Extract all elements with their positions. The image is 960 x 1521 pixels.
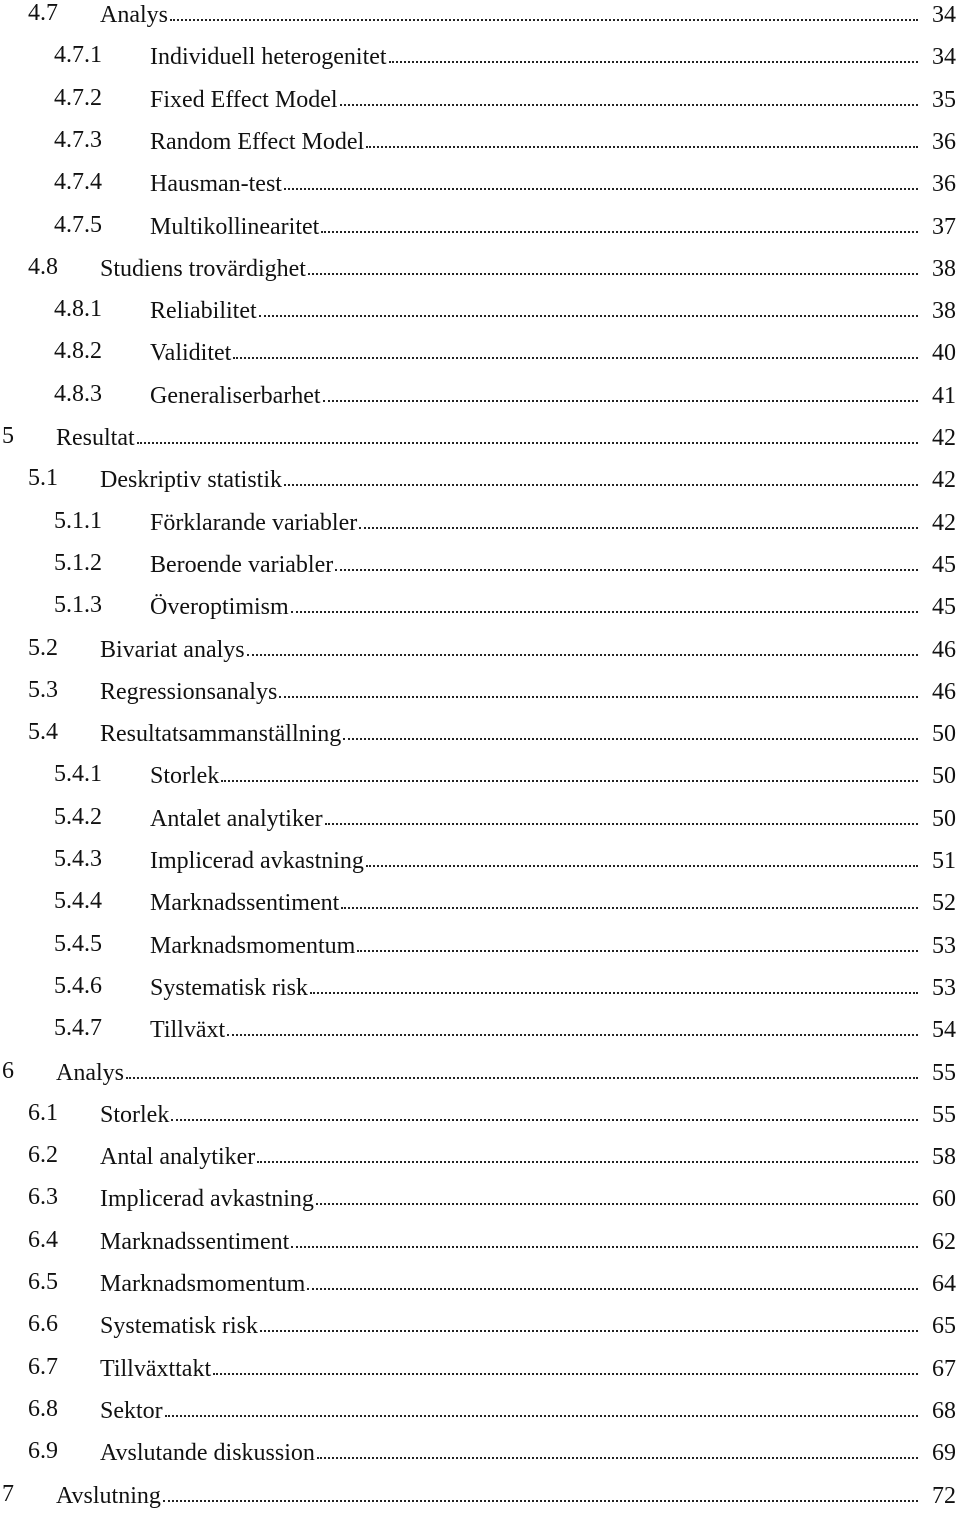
toc-entry[interactable]: [0, 804, 960, 844]
toc-entry-number: 5.4.6: [54, 972, 102, 999]
toc-entry-page-number[interactable]: 60: [932, 1186, 956, 1213]
toc-entry-page-number[interactable]: 34: [932, 44, 956, 71]
toc-entry[interactable]: [0, 931, 960, 971]
toc-entry[interactable]: [0, 85, 960, 125]
dot-leader: [389, 41, 918, 63]
toc-entry-title[interactable]: Analys: [100, 2, 168, 28]
dot-leader: [213, 1353, 918, 1375]
toc-entry-number: 5.4.3: [54, 846, 102, 872]
toc-entry[interactable]: [0, 508, 960, 548]
toc-entry-number: 6.1: [28, 1099, 58, 1126]
dot-leader: [279, 676, 918, 698]
toc-entry-title[interactable]: Marknadsmomentum: [150, 932, 356, 959]
toc-entry-title[interactable]: Implicerad avkastning: [150, 848, 364, 874]
toc-entry[interactable]: [0, 254, 960, 294]
toc-entry[interactable]: [0, 550, 960, 590]
toc-entry-line: [100, 1142, 960, 1170]
toc-entry-number: 6.9: [28, 1438, 58, 1465]
toc-entry-line: [100, 1227, 960, 1255]
toc-entry[interactable]: [0, 465, 960, 505]
toc-entry[interactable]: [0, 761, 960, 801]
dot-leader: [308, 253, 918, 275]
toc-entry-number: 6: [2, 1057, 14, 1084]
toc-entry-page-number[interactable]: 40: [932, 340, 956, 367]
dot-leader: [335, 549, 918, 571]
toc-entry-title[interactable]: Validitet: [150, 340, 232, 367]
toc-entry-number: 4.8.1: [54, 296, 102, 323]
toc-entry-page-number[interactable]: 42: [932, 509, 956, 536]
dot-leader: [366, 845, 918, 867]
toc-entry-title[interactable]: Resultatsammanställning: [100, 721, 342, 748]
toc-entry-line: [56, 1481, 960, 1509]
toc-entry[interactable]: [0, 635, 960, 675]
toc-entry-title[interactable]: Beroende variabler: [150, 551, 334, 578]
toc-entry[interactable]: [0, 719, 960, 759]
toc-entry-page-number[interactable]: 45: [932, 551, 956, 578]
toc-entry-title[interactable]: Marknadsmomentum: [100, 1271, 306, 1297]
toc-entry-line: [150, 296, 960, 324]
toc-entry-number: 5.4.4: [54, 888, 102, 915]
dot-leader: [366, 126, 918, 148]
dot-leader: [323, 380, 918, 402]
toc-entry-page-number[interactable]: 42: [932, 425, 956, 451]
dot-leader: [359, 507, 918, 529]
toc-entry-number: 5.1.3: [54, 592, 102, 619]
toc-entry[interactable]: [0, 1354, 960, 1394]
toc-entry-line: [100, 1311, 960, 1339]
toc-entry-line: [150, 508, 960, 536]
toc-entry-page-number[interactable]: 42: [932, 467, 956, 494]
toc-entry-line: [56, 1058, 960, 1086]
toc-entry-title[interactable]: Bivariat analys: [100, 636, 245, 663]
toc-entry[interactable]: [0, 212, 960, 252]
toc-entry-page-number[interactable]: 38: [932, 255, 956, 282]
toc-entry-line: [150, 169, 960, 197]
toc-entry[interactable]: [0, 973, 960, 1013]
toc-entry-number: 4.7.2: [54, 84, 102, 111]
toc-entry-line: [150, 888, 960, 916]
toc-entry-number: 5.1.2: [54, 549, 102, 576]
toc-entry-number: 6.3: [28, 1184, 58, 1211]
dot-leader: [291, 1226, 918, 1248]
toc-entry[interactable]: [0, 1015, 960, 1055]
toc-entry-page-number[interactable]: 68: [932, 1397, 956, 1424]
dot-leader: [291, 591, 918, 613]
toc-entry-title[interactable]: Deskriptiv statistik: [100, 467, 282, 494]
toc-entry-number: 4.7.3: [54, 126, 102, 153]
toc-entry-title[interactable]: Marknadssentiment: [100, 1228, 290, 1255]
toc-entry-title[interactable]: Random Effect Model: [150, 128, 365, 155]
dot-leader: [221, 760, 918, 782]
toc-entry[interactable]: [0, 0, 960, 40]
toc-entry-page-number[interactable]: 36: [932, 128, 956, 155]
toc-entry-title[interactable]: Systematisk risk: [150, 974, 309, 1001]
toc-entry-line: [150, 338, 960, 366]
toc-entry-page-number[interactable]: 50: [932, 763, 956, 790]
toc-entry[interactable]: [0, 42, 960, 82]
toc-entry-line: [100, 1354, 960, 1382]
toc-entry[interactable]: [0, 1058, 960, 1098]
toc-entry-title[interactable]: Överoptimism: [150, 594, 289, 621]
toc-entry-number: 5: [2, 423, 14, 449]
toc-entry-page-number[interactable]: 65: [932, 1313, 956, 1340]
toc-entry-number: 5.1.1: [54, 507, 102, 534]
toc-entry-line: [150, 973, 960, 1001]
toc-entry[interactable]: [0, 888, 960, 928]
toc-entry[interactable]: [0, 381, 960, 421]
toc-entry-title[interactable]: Förklarande variabler: [150, 509, 358, 536]
toc-entry-page-number[interactable]: 52: [932, 890, 956, 917]
toc-entry-line: [150, 761, 960, 789]
toc-entry[interactable]: [0, 1100, 960, 1140]
toc-entry-page-number[interactable]: 69: [932, 1440, 956, 1467]
toc-entry[interactable]: [0, 296, 960, 336]
toc-entry-number: 4.8.2: [54, 338, 102, 365]
toc-entry[interactable]: [0, 1142, 960, 1182]
toc-entry-page-number[interactable]: 34: [932, 2, 956, 28]
toc-entry-title[interactable]: Multikollinearitet: [150, 213, 320, 240]
toc-entry-line: [150, 42, 960, 70]
toc-entry-number: 5.4: [28, 719, 58, 746]
toc-entry-number: 4.8: [28, 253, 58, 280]
toc-entry-title[interactable]: Tillväxttakt: [100, 1355, 212, 1382]
toc-entry-title[interactable]: Storlek: [100, 1101, 170, 1128]
toc-entry-page-number[interactable]: 53: [932, 932, 956, 959]
toc-entry-title[interactable]: Antalet analytiker: [150, 805, 323, 832]
dot-leader: [170, 0, 918, 21]
toc-entry-title[interactable]: Regressionsanalys: [100, 678, 278, 705]
toc-entry-title[interactable]: Hausman-test: [150, 171, 282, 198]
toc-entry-number: 6.5: [28, 1269, 58, 1295]
dot-leader: [259, 295, 918, 317]
toc-entry-title[interactable]: Individuell heterogenitet: [150, 44, 387, 71]
toc-entry[interactable]: [0, 1396, 960, 1436]
toc-entry-number: 5.4.1: [54, 761, 102, 788]
toc-entry-page-number[interactable]: 38: [932, 298, 956, 325]
toc-entry[interactable]: [0, 423, 960, 463]
toc-entry-number: 5.4.7: [54, 1015, 102, 1042]
toc-entry-line: [100, 719, 960, 747]
toc-entry-line: [150, 212, 960, 240]
toc-entry-page-number[interactable]: 51: [932, 848, 956, 874]
toc-entry-page-number[interactable]: 41: [932, 382, 956, 409]
toc-entry-line: [150, 931, 960, 959]
toc-entry-number: 4.8.3: [54, 380, 102, 407]
toc-entry-line: [100, 465, 960, 493]
toc-entry-number: 6.8: [28, 1395, 58, 1422]
dot-leader: [325, 803, 918, 825]
toc-entry-page-number[interactable]: 54: [932, 1017, 956, 1044]
dot-leader: [341, 887, 918, 909]
dot-leader: [260, 1310, 918, 1332]
toc-entry-number: 4.7.5: [54, 211, 102, 238]
toc-entry-number: 6.7: [28, 1353, 58, 1380]
toc-entry-number: 5.3: [28, 676, 58, 703]
toc-entry-page-number[interactable]: 62: [932, 1228, 956, 1255]
toc-entry[interactable]: [0, 846, 960, 886]
toc-entry-page-number[interactable]: 72: [932, 1482, 956, 1509]
toc-entry[interactable]: [0, 1311, 960, 1351]
toc-entry[interactable]: [0, 169, 960, 209]
toc-entry-page-number[interactable]: 37: [932, 213, 956, 240]
toc-entry-number: 5.2: [28, 634, 58, 661]
toc-entry-line: [150, 381, 960, 409]
toc-entry-line: [100, 635, 960, 663]
toc-entry-page-number[interactable]: 46: [932, 636, 956, 663]
toc-entry-title[interactable]: Avslutande diskussion: [100, 1440, 315, 1467]
toc-entry-line: [150, 804, 960, 832]
toc-entry-page-number[interactable]: 64: [932, 1271, 956, 1297]
dot-leader: [284, 168, 918, 190]
toc-entry-line: [100, 1396, 960, 1424]
toc-entry-line: [150, 846, 960, 874]
toc-entry-line: [100, 1184, 960, 1212]
toc-entry-number: 5.4.5: [54, 930, 102, 957]
toc-entry-line: [150, 550, 960, 578]
toc-entry-title[interactable]: Avslutning: [56, 1482, 161, 1509]
dot-leader: [284, 464, 918, 486]
toc-entry-line: [100, 1269, 960, 1297]
toc-entry[interactable]: [0, 677, 960, 717]
toc-entry-page-number[interactable]: 55: [932, 1059, 956, 1086]
toc-entry[interactable]: [0, 592, 960, 632]
dot-leader: [307, 1268, 918, 1290]
toc-entry-number: 6.4: [28, 1226, 58, 1253]
dot-leader: [163, 1480, 918, 1502]
dot-leader: [257, 1141, 918, 1163]
dot-leader: [357, 930, 918, 952]
toc-entry-number: 5.1: [28, 465, 58, 492]
toc-entry-title[interactable]: Analys: [56, 1059, 124, 1086]
dot-leader: [340, 84, 918, 106]
toc-entry-page-number[interactable]: 46: [932, 678, 956, 705]
dot-leader: [343, 718, 918, 740]
toc-entry-number: 5.4.2: [54, 803, 102, 830]
toc-entry-page-number[interactable]: 67: [932, 1355, 956, 1382]
dot-leader: [227, 1014, 918, 1036]
dot-leader: [321, 211, 918, 233]
toc-entry-number: 4.7: [28, 0, 58, 26]
toc-entry-page-number[interactable]: 50: [932, 721, 956, 748]
toc-entry-page-number[interactable]: 58: [932, 1144, 956, 1171]
toc-entry-page-number[interactable]: 55: [932, 1101, 956, 1128]
toc-entry-number: 4.7.1: [54, 42, 102, 69]
toc-entry-line: [100, 677, 960, 705]
toc-entry-number: 7: [2, 1480, 14, 1507]
toc-entry-line: [100, 254, 960, 282]
toc-entry-title[interactable]: Generaliserbarhet: [150, 382, 321, 409]
toc-entry-title[interactable]: Antal analytiker: [100, 1144, 256, 1171]
toc-entry-page-number[interactable]: 45: [932, 594, 956, 621]
toc-entry-line: [100, 1438, 960, 1466]
dot-leader: [233, 337, 918, 359]
toc-entry[interactable]: [0, 338, 960, 378]
toc-entry-line: [150, 1015, 960, 1043]
toc-entry[interactable]: [0, 1227, 960, 1267]
dot-leader: [310, 972, 918, 994]
toc-entry-page-number[interactable]: 53: [932, 974, 956, 1001]
toc-entry-title[interactable]: Sektor: [100, 1397, 163, 1424]
dot-leader: [137, 422, 918, 444]
toc-entry-line: [100, 1100, 960, 1128]
toc-entry-page-number[interactable]: 50: [932, 805, 956, 832]
toc-entry-title[interactable]: Tillväxt: [150, 1017, 226, 1044]
toc-entry-line: [100, 0, 960, 28]
toc-entry-page-number[interactable]: 36: [932, 171, 956, 198]
dot-leader: [171, 1099, 918, 1121]
dot-leader: [316, 1183, 918, 1205]
toc-entry-number: 6.6: [28, 1311, 58, 1338]
toc-entry-title[interactable]: Implicerad avkastning: [100, 1186, 314, 1213]
toc-entry[interactable]: [0, 1184, 960, 1224]
dot-leader: [126, 1057, 918, 1079]
toc-entry-line: [150, 85, 960, 113]
dot-leader: [317, 1437, 918, 1459]
toc-entry-title[interactable]: Reliabilitet: [150, 298, 257, 325]
toc-entry[interactable]: [0, 127, 960, 167]
toc-entry[interactable]: [0, 1438, 960, 1478]
toc-entry[interactable]: [0, 1481, 960, 1521]
toc-entry[interactable]: [0, 1269, 960, 1309]
toc-entry-line: [150, 127, 960, 155]
toc-entry-page-number[interactable]: 35: [932, 86, 956, 113]
toc-entry-title[interactable]: Systematisk risk: [100, 1313, 259, 1340]
toc-entry-title[interactable]: Marknadssentiment: [150, 890, 340, 917]
toc-entry-line: [150, 592, 960, 620]
toc-entry-number: 4.7.4: [54, 169, 102, 196]
toc-entry-title[interactable]: Studiens trovärdighet: [100, 255, 306, 282]
toc-entry-number: 6.2: [28, 1142, 58, 1169]
toc-entry-title[interactable]: Storlek: [150, 763, 220, 790]
toc-entry-title[interactable]: Fixed Effect Model: [150, 86, 338, 113]
dot-leader: [247, 634, 918, 656]
dot-leader: [165, 1395, 918, 1417]
toc-entry-line: [56, 423, 960, 451]
toc-entry-title[interactable]: Resultat: [56, 425, 135, 451]
